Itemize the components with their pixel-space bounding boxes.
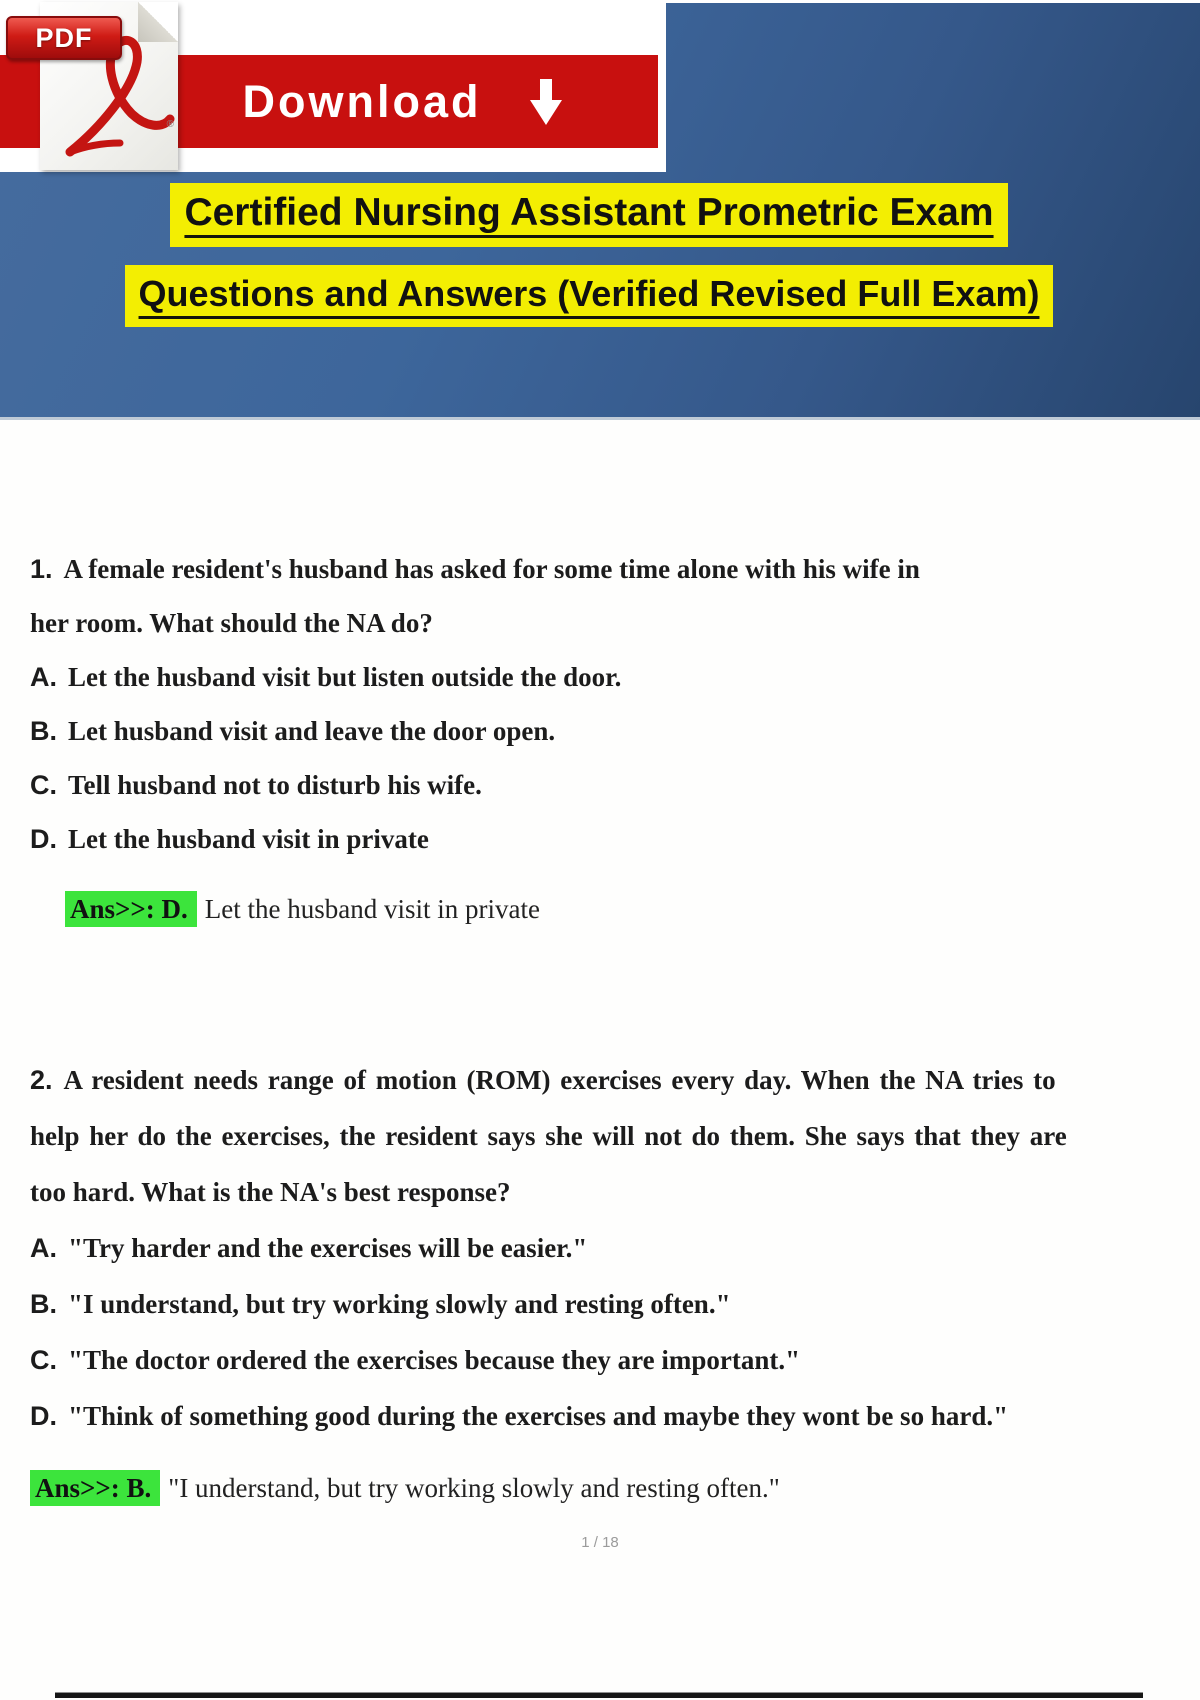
question-2-option-a [30, 1220, 1200, 1276]
question-1-option-a [30, 650, 1200, 704]
title-row-2 [0, 265, 1178, 327]
option-text: "Think of something good during the exercises and maybe they wont be so hard." [68, 1401, 1009, 1431]
answer-highlight: Ans>>: D. [65, 891, 197, 927]
option-text: Tell husband not to disturb his wife. [68, 770, 482, 800]
question-2-line-1 [30, 1052, 1200, 1108]
question-1-option-d [30, 812, 1200, 866]
question-2-option-b [30, 1276, 1200, 1332]
pdf-download-banner[interactable] [0, 0, 666, 172]
question-2-text: A resident needs range of motion (ROM) exercises every day. When the NA tries to [63, 1065, 1056, 1095]
page-title: Certified Nursing Assistant Prometric Exam [170, 183, 1007, 247]
registered-trademark: ® [166, 119, 174, 130]
bottom-divider [55, 1692, 1143, 1698]
question-2-option-c [30, 1332, 1200, 1388]
question-1 [30, 542, 1200, 936]
option-text: "The doctor ordered the exercises because they are important." [68, 1345, 801, 1375]
download-label: Download [242, 75, 482, 127]
option-text: Let the husband visit but listen outside the door. [68, 662, 622, 692]
option-letter: B. [30, 716, 57, 746]
question-1-text: A female resident's husband has asked for some time alone with his wife in [63, 554, 920, 584]
page-subtitle: Questions and Answers (Verified Revised Full Exam) [125, 265, 1054, 327]
pdf-file-icon [35, 2, 178, 170]
option-letter: C. [30, 1345, 57, 1375]
question-2-line-2: help her do the exercises, the resident says she will not do them. She says that they are [30, 1121, 1067, 1151]
answer-highlight: Ans>>: B. [30, 1470, 160, 1506]
question-1-answer [65, 882, 1200, 936]
question-1-line-2: her room. What should the NA do? [30, 608, 433, 638]
question-1-option-c [30, 758, 1200, 812]
answer-text: Let the husband visit in private [204, 894, 540, 924]
option-text: "I understand, but try working slowly and resting often." [68, 1289, 731, 1319]
question-2-answer [30, 1460, 1200, 1516]
question-2 [30, 1052, 1200, 1516]
question-2-option-d [30, 1388, 1200, 1444]
document-body [0, 420, 1200, 1516]
answer-text: "I understand, but try working slowly and resting often." [168, 1473, 780, 1503]
download-arrow-icon [527, 78, 565, 126]
option-letter: B. [30, 1289, 57, 1319]
option-letter: C. [30, 770, 57, 800]
option-letter: A. [30, 1233, 57, 1263]
question-2-line-3: too hard. What is the NA's best response? [30, 1177, 511, 1207]
pdf-badge-label: PDF [35, 22, 93, 53]
title-row-1 [0, 183, 1178, 247]
pdf-badge [6, 16, 122, 60]
option-text: Let the husband visit in private [68, 824, 429, 854]
option-text: "Try harder and the exercises will be easier." [68, 1233, 588, 1263]
question-1-number: 1. [30, 554, 53, 584]
question-1-line-1 [30, 542, 1200, 596]
title-block [0, 183, 1200, 327]
page-number-indicator: 1 / 18 [581, 1534, 619, 1551]
question-1-option-b [30, 704, 1200, 758]
question-2-number: 2. [30, 1065, 53, 1095]
option-letter: A. [30, 662, 57, 692]
option-letter: D. [30, 1401, 57, 1431]
option-text: Let husband visit and leave the door open. [68, 716, 556, 746]
option-letter: D. [30, 824, 57, 854]
